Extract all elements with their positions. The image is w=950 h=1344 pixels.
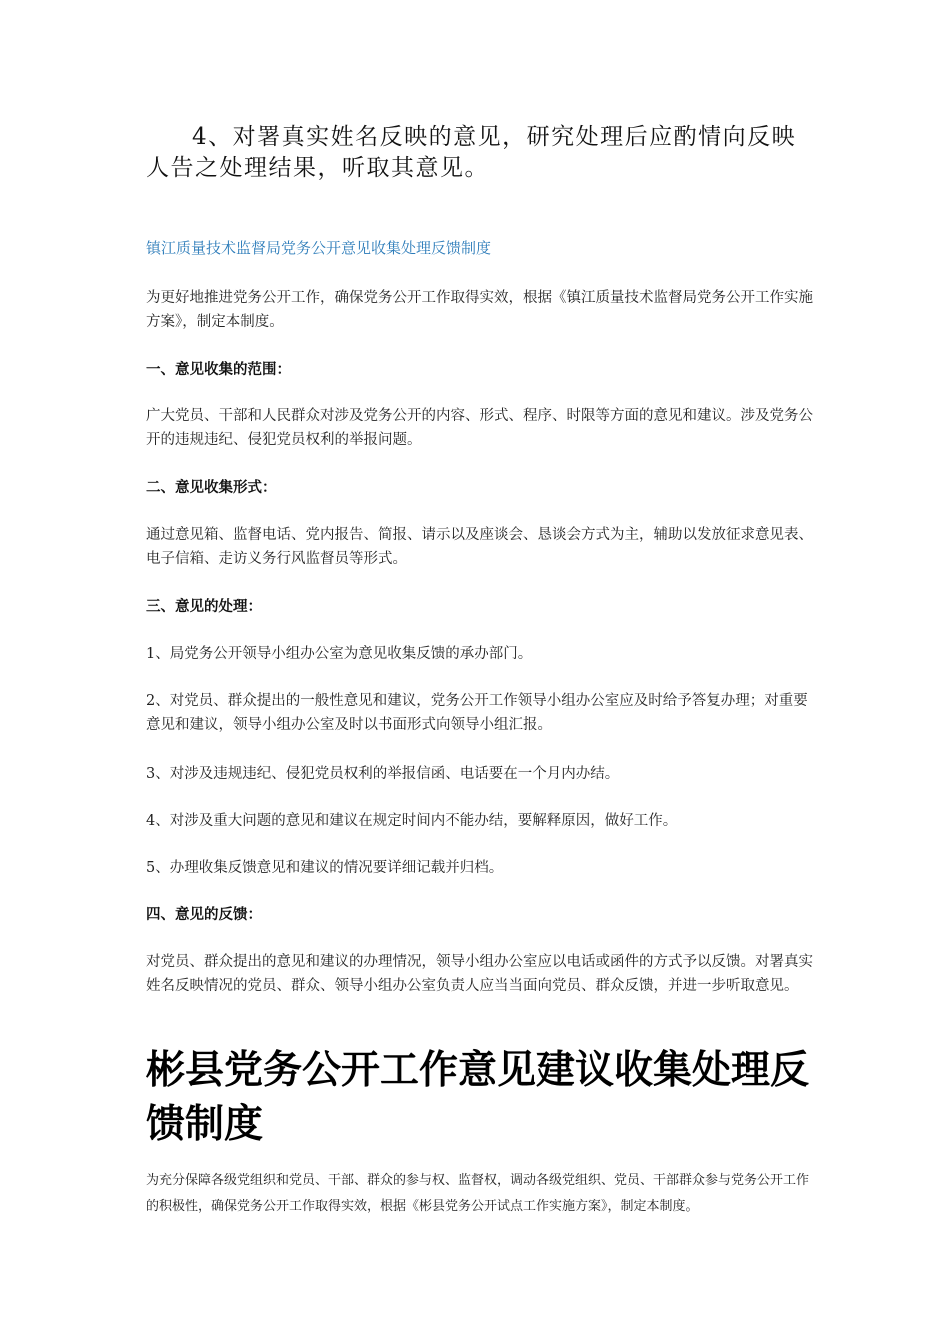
second-doc-intro: 为充分保障各级党组织和党员、干部、群众的参与权、监督权，调动各级党组织、党员、干部群众参与党务公开工作的积极性，确保党务公开工作取得实效，根据《彬县党务公开试点工作实施方案》，制定本制度。 [146, 1173, 810, 1214]
heading-feedback: 四、意见的反馈： [146, 907, 262, 923]
heading-handling: 三、意见的处理： [146, 599, 262, 615]
paragraph-feedback: 对党员、群众提出的意见和建议的办理情况，领导小组办公室应以电话或函件的方式予以反馈。对署真实姓名反映情况的党员、群众、领导小组办公室负责人应当当面向党员、群众反馈，并进一步听取意见。 [146, 954, 813, 994]
list-item-1: 1、局党务公开领导小组办公室为意见收集反馈的承办部门。 [146, 646, 533, 662]
lead-paragraph: 4、对署真实姓名反映的意见，研究处理后应酌情向反映人告之处理结果，听取其意见。 [146, 124, 797, 181]
section-intro: 为更好地推进党务公开工作，确保党务公开工作取得实效，根据《镇江质量技术监督局党务公开工作实施方案》，制定本制度。 [146, 290, 813, 330]
paragraph-scope: 广大党员、干部和人民群众对涉及党务公开的内容、形式、程序、时限等方面的意见和建议。涉及党务公开的违规违纪、侵犯党员权利的举报问题。 [146, 408, 813, 448]
section-title: 镇江质量技术监督局党务公开意见收集处理反馈制度 [146, 240, 492, 257]
paragraph-forms: 通过意见箱、监督电话、党内报告、简报、请示以及座谈会、恳谈会方式为主，辅助以发放征求意见表、电子信箱、走访义务行风监督员等形式。 [146, 527, 813, 567]
list-item-5: 5、办理收集反馈意见和建议的情况要详细记载并归档。 [146, 860, 504, 876]
list-item-4: 4、对涉及重大问题的意见和建议在规定时间内不能办结，要解释原因，做好工作。 [146, 813, 678, 829]
list-item-2: 2、对党员、群众提出的一般性意见和建议，党务公开工作领导小组办公室应及时给予答复办理；对重要意见和建议，领导小组办公室及时以书面形式向领导小组汇报。 [146, 693, 808, 733]
heading-scope: 一、意见收集的范围： [146, 362, 291, 378]
list-item-3: 3、对涉及违规违纪、侵犯党员权利的举报信函、电话要在一个月内办结。 [146, 766, 620, 782]
heading-forms: 二、意见收集形式： [146, 480, 277, 496]
second-doc-title: 彬县党务公开工作意见建议收集处理反馈制度 [146, 1048, 810, 1147]
